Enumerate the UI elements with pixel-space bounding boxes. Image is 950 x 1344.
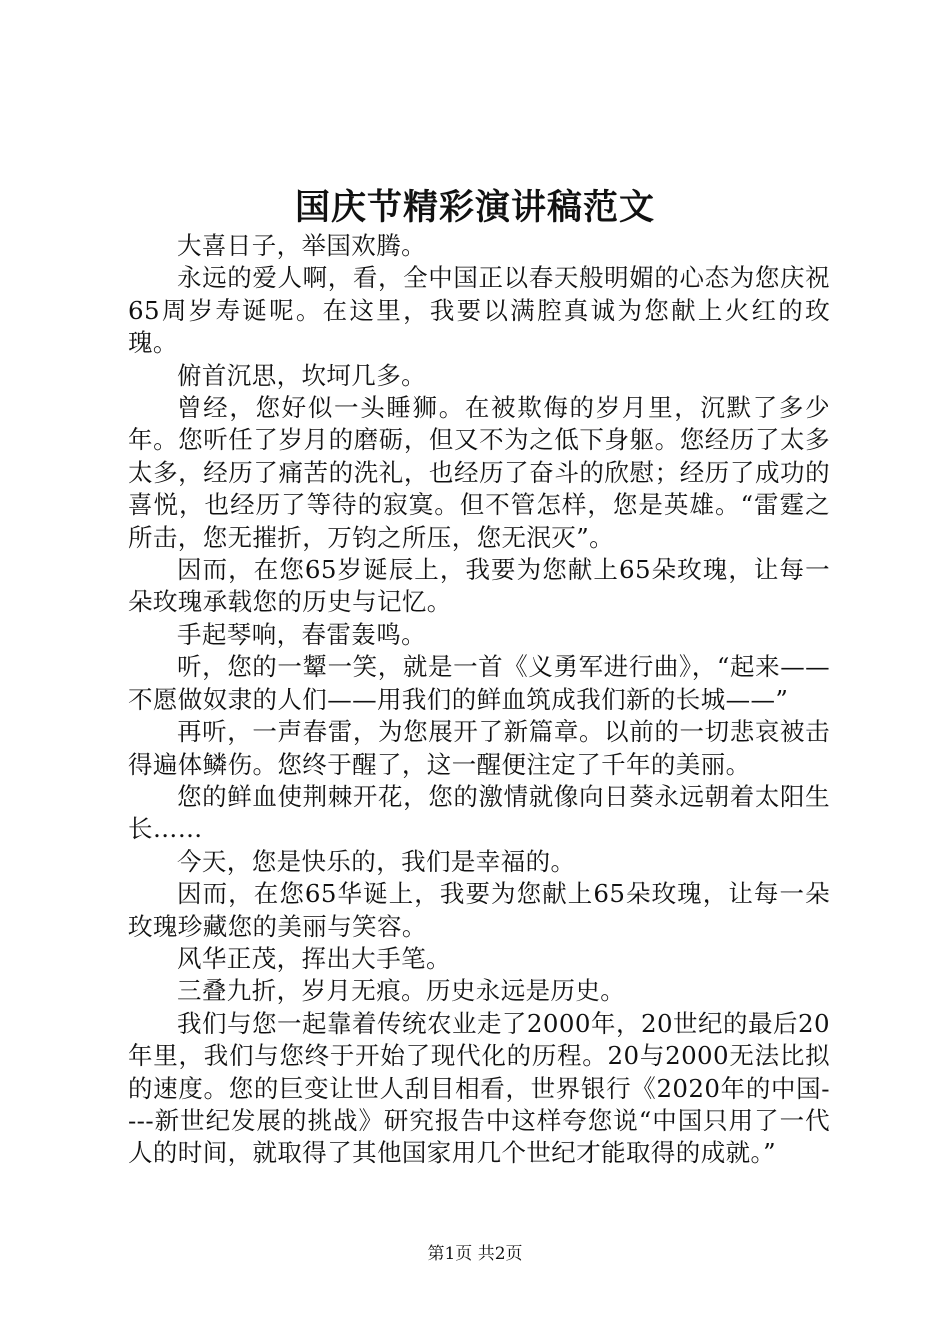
page-footer: 第1页 共2页 <box>427 1244 523 1264</box>
paragraph: 再听，一声春雷，为您展开了新篇章。以前的一切悲哀被击得遍体鳞伤。您终于醒了，这一醒便注定了千年的美丽。 <box>128 717 830 779</box>
paragraph: 今天，您是快乐的，我们是幸福的。 <box>177 846 576 876</box>
paragraph: 因而，在您65岁诞辰上，我要为您献上65朵玫瑰，让每一朵玫瑰承载您的历史与记忆。 <box>128 555 830 617</box>
document-body <box>128 230 830 1170</box>
paragraph: 俯首沉思，坎坷几多。 <box>177 360 426 390</box>
paragraph: 永远的爱人啊，看，全中国正以春天般明媚的心态为您庆祝65周岁寿诞呢。在这里，我要以满腔真诚为您献上火红的玫瑰。 <box>128 263 830 358</box>
paragraph: 曾经，您好似一头睡狮。在被欺侮的岁月里，沉默了多少年。您听任了岁月的磨砺，但又不为之低下身躯。您经历了太多太多，经历了痛苦的洗礼，也经历了奋斗的欣慰；经历了成功的喜悦，也经历了等待的寂寞。但不管怎样，您是英雄。“雷霆之所击，您无摧折，万钧之所压，您无泯灭”。 <box>128 393 830 552</box>
paragraph: 手起琴响，春雷轰鸣。 <box>177 619 426 649</box>
paragraph: 听，您的一颦一笑，就是一首《义勇军进行曲》，“起来——不愿做奴隶的人们——用我们的鲜血筑成我们新的长城——” <box>128 652 830 714</box>
paragraph: 因而，在您65华诞上，我要为您献上65朵玫瑰，让每一朵玫瑰珍藏您的美丽与笑容。 <box>128 879 830 941</box>
document-title: 国庆节精彩演讲稿范文 <box>294 187 655 228</box>
paragraph: 大喜日子，举国欢腾。 <box>177 231 426 260</box>
paragraph: 您的鲜血使荆棘开花，您的激情就像向日葵永远朝着太阳生长…… <box>128 781 830 844</box>
paragraph: 风华正茂，挥出大手笔。 <box>177 943 451 973</box>
paragraph: 我们与您一起靠着传统农业走了2000年，20世纪的最后20年里，我们与您终于开始了现代化的历程。20与2000无法比拟的速度。您的巨变让世人刮目相看，世界银行《2020年的中国----新世纪发展的挑战》研究报告中这样夸您说“中国只用了一代人的时间，就取得了其他国家用几个世纪才能取得的成就。” <box>128 1008 830 1168</box>
paragraph: 三叠九折，岁月无痕。历史永远是历史。 <box>177 976 626 1006</box>
